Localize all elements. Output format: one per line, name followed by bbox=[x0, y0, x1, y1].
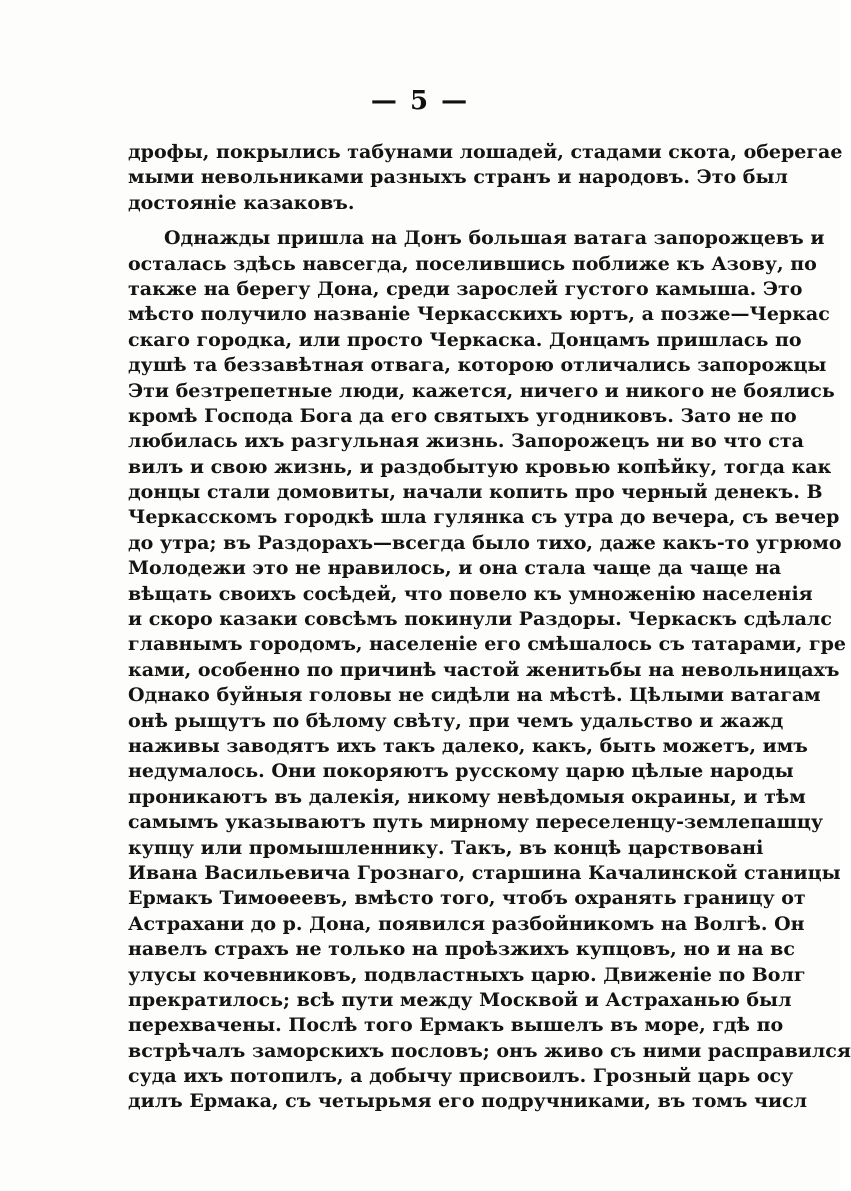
text-line: самымъ указываютъ путь мирному переселенцу-землепашцу bbox=[128, 811, 824, 834]
text-line: улусы кочевниковъ, подвластныхъ царю. Движеніе по Волг bbox=[128, 963, 806, 986]
text-line: Молодежи это не нравилось, и она стала чаще да чаще на bbox=[128, 557, 782, 580]
text-line: Ивана Васильевича Грознаго, старшина Качалинской станицы bbox=[128, 861, 841, 884]
text-line: перехвачены. Послѣ того Ермакъ вышелъ въ море, гдѣ по bbox=[128, 1014, 784, 1037]
text-line: донцы стали домовиты, начали копить про черный денекъ. В bbox=[128, 481, 823, 504]
paragraph bbox=[128, 140, 843, 216]
text-line: также на берегу Дона, среди зарослей густого камыша. Это bbox=[128, 277, 803, 300]
text-line: Эти безтрепетные люди, кажется, ничего и никого не боялись bbox=[128, 379, 835, 402]
text-line: проникаютъ въ далекія, никому невѣдомыя окраины, и тѣм bbox=[128, 785, 806, 808]
text-line: Ермакъ Тимоѳеевъ, вмѣсто того, чтобъ охранять границу от bbox=[128, 887, 806, 910]
text-line: прекратилось; всѣ пути между Москвой и Астраханью был bbox=[128, 988, 792, 1011]
text-line: кромѣ Господа Бога да его святыхъ угодниковъ. Зато не по bbox=[128, 404, 797, 427]
text-line: душѣ та беззавѣтная отвага, которою отличались запорожцы bbox=[128, 354, 827, 377]
page-number: — 5 — bbox=[370, 86, 470, 116]
body-text bbox=[128, 140, 851, 1115]
text-line: мѣсто получило названіе Черкасскихъ юртъ, а позже—Черкас bbox=[128, 303, 830, 326]
text-line: дилъ Ермака, съ четырьмя его подручниками, въ томъ числ bbox=[128, 1090, 808, 1113]
text-line: вѣщать своихъ сосѣдей, что повело къ умноженію населенія bbox=[128, 582, 813, 605]
text-line: главнымъ городомъ, населеніе его смѣшалось съ татарами, гре bbox=[128, 633, 847, 656]
text-line: суда ихъ потопилъ, а добычу присвоилъ. Грозный царь осу bbox=[128, 1065, 794, 1088]
text-line: достояніе казаковъ. bbox=[128, 191, 355, 214]
text-line: дрофы, покрылись табунами лошадей, стадами скота, оберегае bbox=[128, 141, 843, 163]
text-line: до утра; въ Раздорахъ—всегда было тихо, даже какъ-то угрюмо bbox=[128, 531, 842, 554]
paragraph-gap bbox=[128, 216, 733, 226]
text-line: Черкасскомъ городкѣ шла гулянка съ утра до вечера, съ вечер bbox=[128, 506, 840, 529]
text-line: осталась здѣсь навсегда, поселившись поближе къ Азову, по bbox=[128, 252, 817, 275]
text-line: Однако буйныя головы не сидѣли на мѣстѣ. Цѣлыми ватагам bbox=[128, 684, 821, 707]
text-line: купцу или промышленнику. Такъ, въ концѣ царствовані bbox=[128, 836, 764, 859]
text-line: наживы заводятъ ихъ такъ далеко, какъ, быть можетъ, имъ bbox=[128, 734, 808, 757]
text-line: мыми невольниками разныхъ странъ и народовъ. Это был bbox=[128, 166, 788, 189]
text-line: ками, особенно по причинѣ частой женитьбы на невольницахъ bbox=[128, 658, 840, 681]
text-line: скаго городка, или просто Черкаска. Донцамъ пришлась по bbox=[128, 328, 802, 351]
text-line: недумалось. Они покоряютъ русскому царю цѣлые народы bbox=[128, 760, 794, 783]
paragraph bbox=[128, 226, 851, 1115]
text-line: вилъ и свою жизнь, и раздобытую кровью копѣйку, тогда как bbox=[128, 455, 832, 478]
text-line: навелъ страхъ не только на проѣзжихъ купцовъ, но и на вс bbox=[128, 938, 795, 961]
text-line: любилась ихъ разгульная жизнь. Запорожецъ ни во что ста bbox=[128, 430, 804, 453]
text-line: онѣ рыщутъ по бѣлому свѣту, при чемъ удальство и жажд bbox=[128, 709, 784, 732]
text-line: Астрахани до р. Дона, появился разбойникомъ на Волгѣ. Он bbox=[128, 912, 805, 935]
text-line: встрѣчалъ заморскихъ пословъ; онъ живо съ ними расправился bbox=[128, 1039, 851, 1062]
text-line: и скоро казаки совсѣмъ покинули Раздоры. Черкаскъ сдѣлалс bbox=[128, 608, 832, 631]
text-line: Однажды пришла на Донъ большая ватага запорожцевъ и bbox=[164, 227, 825, 250]
